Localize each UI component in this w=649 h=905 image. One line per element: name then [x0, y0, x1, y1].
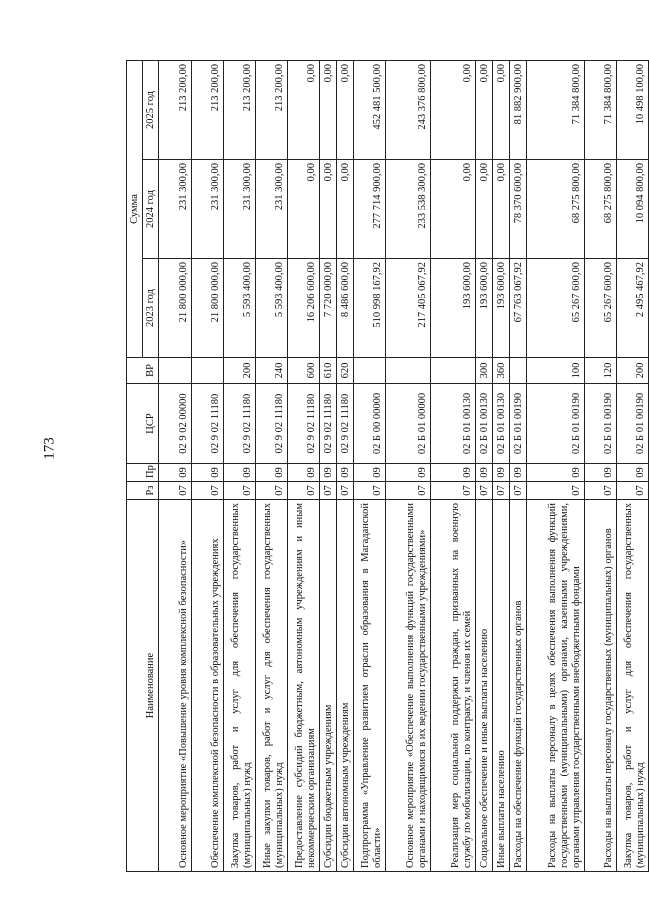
- row-vr: [192, 358, 224, 384]
- row-pr: 09: [617, 464, 649, 482]
- row-csr: 02 Б 01 00130: [431, 384, 476, 464]
- row-csr: 02 9 02 11180: [320, 384, 337, 464]
- row-pr: 09: [386, 464, 431, 482]
- row-2024: 0,00: [288, 160, 320, 259]
- row-2025: 0,00: [431, 60, 476, 159]
- row-2024: 231 300,00: [192, 160, 224, 259]
- table-row: [288, 60, 320, 871]
- row-2024: 0,00: [493, 160, 510, 259]
- row-name: Закупка товаров, работ и услуг для обеспечения государственных (муниципальных) нужд: [224, 500, 256, 872]
- row-csr: 02 9 02 11180: [288, 384, 320, 464]
- row-2024: 231 300,00: [224, 160, 256, 259]
- row-rz: 07: [288, 482, 320, 500]
- table-row: [585, 60, 617, 871]
- row-rz: 07: [510, 482, 527, 500]
- row-name: Предоставление субсидий бюджетным, автономным учреждениям и иным некоммерческим организациям: [288, 500, 320, 872]
- row-rz: 07: [159, 482, 192, 500]
- row-2025: 452 481 500,00: [354, 60, 386, 159]
- row-pr: 09: [431, 464, 476, 482]
- header-sum: Сумма: [127, 60, 143, 357]
- row-2025: 213 200,00: [256, 60, 288, 159]
- row-csr: 02 9 02 11180: [192, 384, 224, 464]
- row-rz: 07: [337, 482, 354, 500]
- row-rz: 07: [192, 482, 224, 500]
- row-pr: 09: [288, 464, 320, 482]
- row-rz: 07: [224, 482, 256, 500]
- row-vr: [510, 358, 527, 384]
- table-row: [617, 60, 649, 871]
- table-row: [386, 60, 431, 871]
- table-row: [192, 60, 224, 871]
- row-rz: 07: [431, 482, 476, 500]
- row-2023: 193 600,00: [476, 259, 493, 358]
- row-2023: 193 600,00: [431, 259, 476, 358]
- row-name: Расходы на выплаты персоналу государственных (муниципальных) органов: [585, 500, 617, 872]
- table-row: [476, 60, 493, 871]
- row-vr: 100: [527, 358, 585, 384]
- row-2023: 67 763 067,92: [510, 259, 527, 358]
- row-name: Расходы на обеспечение функций государственных органов: [510, 500, 527, 872]
- row-vr: 240: [256, 358, 288, 384]
- row-2024: 231 300,00: [256, 160, 288, 259]
- row-2024: 0,00: [476, 160, 493, 259]
- page-number: 173: [41, 437, 58, 460]
- row-2024: 10 094 800,00: [617, 160, 649, 259]
- row-2025: 243 376 800,00: [386, 60, 431, 159]
- row-pr: 09: [320, 464, 337, 482]
- table-row: [493, 60, 510, 871]
- row-pr: 09: [159, 464, 192, 482]
- row-2023: 21 800 000,00: [192, 259, 224, 358]
- row-2024: 231 300,00: [159, 160, 192, 259]
- table-row: [527, 60, 585, 871]
- row-2023: 65 267 600,00: [527, 259, 585, 358]
- row-2023: 7 720 000,00: [320, 259, 337, 358]
- row-csr: 02 Б 01 00190: [585, 384, 617, 464]
- table-row: [354, 60, 386, 871]
- row-csr: 02 9 02 00000: [159, 384, 192, 464]
- table-row: [159, 60, 192, 871]
- row-vr: 200: [617, 358, 649, 384]
- header-rz: Рз: [127, 482, 159, 500]
- row-name: Иные закупки товаров, работ и услуг для обеспечения государственных (муниципальных) нужд: [256, 500, 288, 872]
- row-2024: 233 538 300,00: [386, 160, 431, 259]
- row-2025: 213 200,00: [192, 60, 224, 159]
- row-2025: 0,00: [493, 60, 510, 159]
- table-row: [510, 60, 527, 871]
- header-2025: 2025 год: [143, 60, 159, 159]
- row-2024: 78 370 600,00: [510, 160, 527, 259]
- row-2024: 0,00: [320, 160, 337, 259]
- row-csr: 02 9 02 11180: [256, 384, 288, 464]
- row-vr: 600: [288, 358, 320, 384]
- row-csr: 02 Б 01 00000: [386, 384, 431, 464]
- row-name: Обеспечение комплексной безопасности в образовательных учреждениях: [192, 500, 224, 872]
- row-name: Закупка товаров, работ и услуг для обеспечения государственных (муниципальных) нужд: [617, 500, 649, 872]
- row-pr: 09: [337, 464, 354, 482]
- row-2023: 5 593 400,00: [256, 259, 288, 358]
- table-row: [431, 60, 476, 871]
- row-2024: 277 714 900,00: [354, 160, 386, 259]
- row-csr: 02 Б 01 00190: [510, 384, 527, 464]
- row-csr: 02 Б 01 00130: [493, 384, 510, 464]
- row-vr: [159, 358, 192, 384]
- row-csr: 02 9 02 11180: [337, 384, 354, 464]
- row-2025: 213 200,00: [159, 60, 192, 159]
- row-name: Реализация мер социальной поддержки граждан, призванных на военную службу по мобилизации, по контракту, и членов их семей: [431, 500, 476, 872]
- row-vr: 360: [493, 358, 510, 384]
- row-2025: 0,00: [337, 60, 354, 159]
- row-pr: 09: [527, 464, 585, 482]
- row-pr: 09: [476, 464, 493, 482]
- row-pr: 09: [493, 464, 510, 482]
- row-2024: 0,00: [431, 160, 476, 259]
- header-name: Наименование: [127, 500, 159, 872]
- row-vr: [431, 358, 476, 384]
- row-2025: 71 384 800,00: [527, 60, 585, 159]
- budget-table: [126, 60, 649, 872]
- row-pr: 09: [192, 464, 224, 482]
- row-2023: 510 998 167,92: [354, 259, 386, 358]
- row-vr: 300: [476, 358, 493, 384]
- row-pr: 09: [256, 464, 288, 482]
- row-rz: 07: [585, 482, 617, 500]
- table-row: [337, 60, 354, 871]
- row-2025: 10 498 100,00: [617, 60, 649, 159]
- row-2023: 16 206 600,00: [288, 259, 320, 358]
- row-pr: 09: [585, 464, 617, 482]
- row-vr: [386, 358, 431, 384]
- row-name: Подпрограмма «Управление развитием отрасли образования в Магаданской области»: [354, 500, 386, 872]
- row-2023: 8 486 600,00: [337, 259, 354, 358]
- header-2024: 2024 год: [143, 160, 159, 259]
- row-vr: [354, 358, 386, 384]
- header-csr: ЦСР: [127, 384, 159, 464]
- row-rz: 07: [386, 482, 431, 500]
- row-2025: 0,00: [476, 60, 493, 159]
- row-2023: 65 267 600,00: [585, 259, 617, 358]
- row-2024: 68 275 800,00: [585, 160, 617, 259]
- row-2025: 81 882 900,00: [510, 60, 527, 159]
- table-body: [159, 60, 649, 871]
- row-2025: 0,00: [288, 60, 320, 159]
- row-rz: 07: [493, 482, 510, 500]
- row-rz: 07: [256, 482, 288, 500]
- row-csr: 02 Б 01 00190: [617, 384, 649, 464]
- row-vr: 610: [320, 358, 337, 384]
- row-2025: 71 384 800,00: [585, 60, 617, 159]
- row-2023: 5 593 400,00: [224, 259, 256, 358]
- row-rz: 07: [476, 482, 493, 500]
- row-2024: 0,00: [337, 160, 354, 259]
- header-vr: ВР: [127, 358, 159, 384]
- row-name: Иные выплаты населению: [493, 500, 510, 872]
- row-name: Расходы на выплаты персоналу в целях обеспечения выполнения функций государственными (муниципальными) органами, казенными учреждениями, органами управления государственными внебюджетными фондами: [527, 500, 585, 872]
- table-row: [224, 60, 256, 871]
- row-rz: 07: [320, 482, 337, 500]
- row-name: Субсидии бюджетным учреждениям: [320, 500, 337, 872]
- row-vr: 200: [224, 358, 256, 384]
- row-pr: 09: [224, 464, 256, 482]
- row-name: Субсидии автономным учреждениям: [337, 500, 354, 872]
- row-pr: 09: [510, 464, 527, 482]
- table-row: [320, 60, 337, 871]
- row-csr: 02 Б 01 00130: [476, 384, 493, 464]
- row-name: Основное мероприятие «Повышение уровня комплексной безопасности»: [159, 500, 192, 872]
- row-csr: 02 Б 00 00000: [354, 384, 386, 464]
- row-name: Социальное обеспечение и иные выплаты населению: [476, 500, 493, 872]
- rotated-table-wrapper: [126, 62, 649, 872]
- row-vr: 620: [337, 358, 354, 384]
- row-rz: 07: [617, 482, 649, 500]
- row-csr: 02 Б 01 00190: [527, 384, 585, 464]
- row-rz: 07: [527, 482, 585, 500]
- row-vr: 120: [585, 358, 617, 384]
- header-2023: 2023 год: [143, 259, 159, 358]
- row-2023: 21 800 000,00: [159, 259, 192, 358]
- row-2023: 2 495 467,92: [617, 259, 649, 358]
- row-2023: 217 405 067,92: [386, 259, 431, 358]
- row-rz: 07: [354, 482, 386, 500]
- row-2025: 0,00: [320, 60, 337, 159]
- row-pr: 09: [354, 464, 386, 482]
- row-2023: 193 600,00: [493, 259, 510, 358]
- row-2025: 213 200,00: [224, 60, 256, 159]
- header-pr: Пр: [127, 464, 159, 482]
- row-name: Основное мероприятие «Обеспечение выполнения функций государственными органами и находящимися в их ведении государственными учреждениями»: [386, 500, 431, 872]
- row-csr: 02 9 02 11180: [224, 384, 256, 464]
- table-row: [256, 60, 288, 871]
- row-2024: 68 275 800,00: [527, 160, 585, 259]
